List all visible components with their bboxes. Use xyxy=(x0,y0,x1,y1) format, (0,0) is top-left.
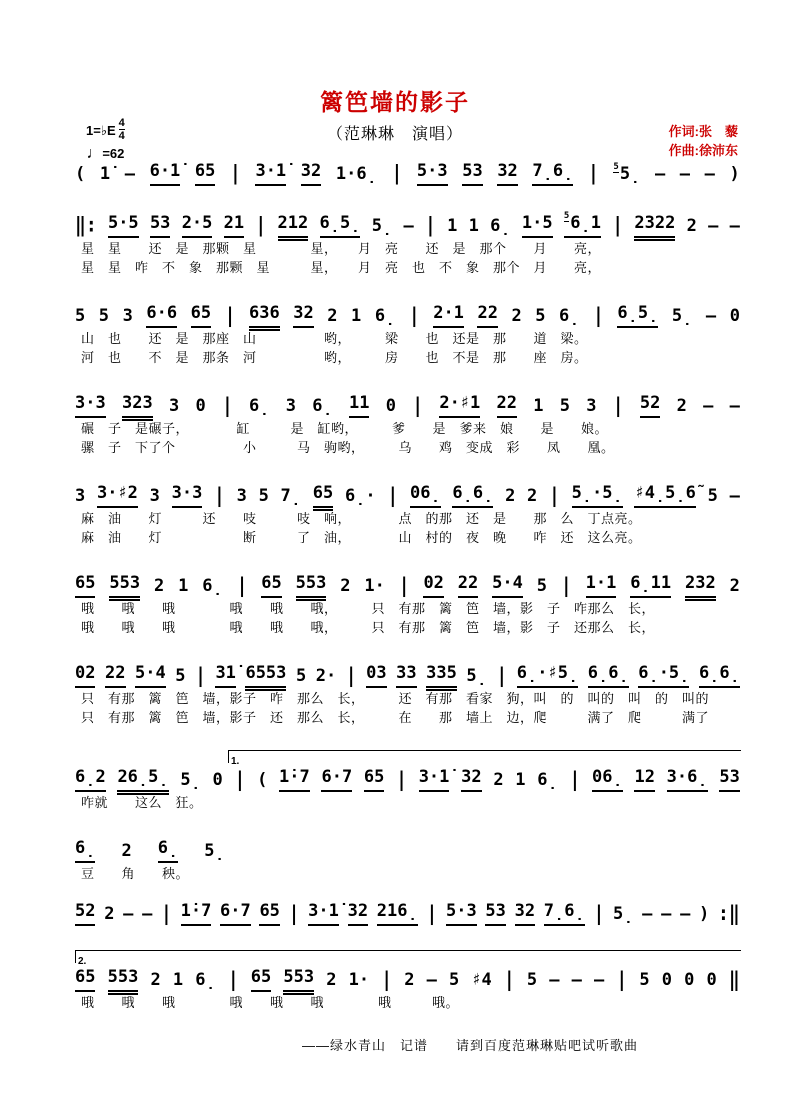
note-group: 553 xyxy=(283,965,314,992)
note-group: 1·1 xyxy=(586,571,617,598)
note-group: 2 xyxy=(527,486,538,506)
lyrics-line: 哦 哦 哦 哦 哦 哦， 只 有那 篱 笆 墙，影 子 咋那么 长， xyxy=(81,601,656,616)
note-group: 65 xyxy=(261,571,281,598)
note-group: 65 xyxy=(195,159,215,186)
note-group: 2 xyxy=(505,486,516,506)
note-group: 2 xyxy=(104,904,115,924)
note-group: – xyxy=(705,306,717,326)
note-group: 5 xyxy=(448,970,460,990)
note-group: 5̣ xyxy=(612,904,634,924)
note-group: 553 xyxy=(296,571,327,598)
note-group: 1̇·7 xyxy=(279,765,310,792)
note-group: 6̣ xyxy=(559,306,580,326)
score-line xyxy=(75,950,740,1011)
note-group: 33 xyxy=(396,661,416,688)
note-group: 6̣11 xyxy=(630,571,671,598)
note-group: – xyxy=(729,216,740,236)
note-group: 5 xyxy=(526,970,538,990)
note-group: 22 xyxy=(497,391,517,418)
note-group: 02 xyxy=(423,571,443,598)
music-line xyxy=(75,480,740,508)
note-group: ) xyxy=(729,164,740,184)
note-group: 26̣5̣ xyxy=(117,765,168,792)
note-group: 56̣1 xyxy=(564,211,601,238)
note-group: 3·1̇ xyxy=(255,159,286,186)
note-group: 3·♯2 xyxy=(97,481,138,508)
note-group: 6̣6̣ xyxy=(588,661,629,688)
note-group: 6̣ xyxy=(202,576,223,596)
note-group: 0 xyxy=(661,970,672,990)
score-line xyxy=(75,158,740,186)
note-group: 31̇ xyxy=(215,661,235,688)
lyrics-line: 咋就 这么 狂。 xyxy=(81,795,203,810)
note-group: 6̣ xyxy=(195,970,216,990)
key-signature-block xyxy=(86,118,125,162)
note-group: – xyxy=(123,904,134,924)
note-group: 2 xyxy=(511,306,522,326)
note-group: 65 xyxy=(75,571,95,598)
note-group: 0 xyxy=(212,770,223,790)
note-group: 5̣ xyxy=(204,841,225,861)
note-group: 5 xyxy=(258,486,269,506)
note-group: 6̣5̣ xyxy=(617,301,658,328)
time-signature xyxy=(119,118,125,142)
barline: | xyxy=(549,483,560,508)
barline: | xyxy=(612,393,624,418)
barline: | xyxy=(412,393,424,418)
volta-label: 1. xyxy=(230,756,240,767)
barline: | xyxy=(234,767,246,792)
note-group: 1̇·7 xyxy=(181,899,212,926)
note-group: 65 xyxy=(313,481,333,508)
barline: | xyxy=(587,161,599,186)
barline: | xyxy=(288,901,300,926)
barline: | xyxy=(593,901,605,926)
note-group: 53 xyxy=(150,211,170,238)
note-group: – xyxy=(426,970,437,990)
note-group: 212 xyxy=(278,211,309,238)
score-line xyxy=(75,750,740,811)
note-group: 2 xyxy=(404,970,415,990)
barline: | xyxy=(396,767,407,792)
note-group: – xyxy=(679,164,691,184)
note-group: ( xyxy=(257,770,268,790)
note-group: 216̣ xyxy=(377,899,418,926)
note-group: – xyxy=(142,904,153,924)
score-line xyxy=(75,210,740,276)
note-group: – xyxy=(571,970,582,990)
note-group: 5̣ xyxy=(371,216,393,236)
note-group: 32 xyxy=(497,159,517,186)
performer-subtitle: （范琳琳 演唱） xyxy=(326,126,463,143)
note-group: 1·6̣ xyxy=(335,164,377,184)
note-group: 636 xyxy=(249,301,280,328)
note-group: 1 xyxy=(178,576,189,596)
key-signature xyxy=(86,118,125,142)
lyrics-line: 麻 油 灯 断 了 油， 山 村的 夜 晚 咋 还 这么亮。 xyxy=(81,530,642,545)
music-line xyxy=(75,964,740,992)
note-group: 2 xyxy=(150,970,161,990)
note-group: 323 xyxy=(122,391,153,418)
music-line xyxy=(75,300,740,328)
note-group: ♯4 xyxy=(471,970,492,990)
barline: | xyxy=(560,573,572,598)
barline: | xyxy=(496,663,508,688)
tempo-value: =62 xyxy=(102,146,125,161)
note-group: 2 xyxy=(153,576,165,596)
note-group: 53 xyxy=(719,765,739,792)
note-group: 6̣· xyxy=(344,486,376,506)
note-group: 22 xyxy=(458,571,478,598)
note-group: 53 xyxy=(485,899,505,926)
lyrics-line: 只 有那 篱 笆 墙，影子 咋 那么 长， 还 有那 看家 狗，叫 的 叫的 叫 的 叫的 xyxy=(81,691,710,706)
note-group: 3 xyxy=(236,486,247,506)
barline: | xyxy=(569,767,581,792)
note-group: 7̣6̣ xyxy=(532,159,573,186)
note-group: 2 xyxy=(686,216,697,236)
music-line xyxy=(75,898,740,926)
note-group: 5̣ xyxy=(671,306,693,326)
note-group: 0 xyxy=(729,306,740,326)
note-group: 1·5 xyxy=(522,211,553,238)
barline: | xyxy=(161,901,172,926)
note-group: 52 xyxy=(75,899,95,926)
barline: | xyxy=(391,161,403,186)
note-group: – xyxy=(703,396,714,416)
note-group: 02 xyxy=(75,661,95,688)
note-group: 5 xyxy=(75,306,86,326)
score-line xyxy=(75,570,740,636)
note-group: 3 xyxy=(122,306,133,326)
note-group: 6̣·5̣ xyxy=(638,661,689,688)
note-group: ♯4̣5̣6̃ xyxy=(634,481,695,508)
score-line xyxy=(75,390,740,456)
music-line xyxy=(75,835,740,863)
music-line xyxy=(75,660,740,688)
credits xyxy=(669,122,738,160)
music-line xyxy=(75,210,740,238)
note-group: 03 xyxy=(366,661,386,688)
note-group: 5̣ xyxy=(180,770,201,790)
lyrics-line: 骡 子 下了个 小 马 驹哟， 乌 鸡 变成 彩 凤 凰。 xyxy=(81,440,615,455)
note-group: 2 xyxy=(729,576,740,596)
barline: | xyxy=(593,303,604,328)
note-group: 1 xyxy=(351,306,362,326)
note-group: 6̣·♯5̣ xyxy=(517,661,578,688)
note-group: 1 xyxy=(172,970,184,990)
note-group: 6553 xyxy=(245,661,286,688)
note-group: 6̣ xyxy=(537,770,558,790)
note-group: 553 xyxy=(109,571,140,598)
note-group: 3 xyxy=(168,396,180,416)
score-line xyxy=(75,480,740,546)
note-group: 5·3 xyxy=(417,159,448,186)
note-group: 65 xyxy=(259,899,279,926)
note-group: 2 xyxy=(326,970,337,990)
note-group: 11 xyxy=(349,391,369,418)
note-group: 6̣2 xyxy=(75,765,106,792)
lyrics-line: 星 星 咋 不 象 那颗 星 星， 月 亮 也 不 象 那个 月 亮， xyxy=(81,260,602,275)
note-group: 65 xyxy=(191,301,211,328)
note-group: 3·3 xyxy=(172,481,203,508)
barline: | xyxy=(221,393,233,418)
note-group: – xyxy=(729,486,740,506)
score-line xyxy=(75,660,740,726)
note-group: 6̣ xyxy=(374,306,396,326)
barline: :‖ xyxy=(717,901,740,926)
barline: | xyxy=(387,483,399,508)
note-group: 32 xyxy=(348,899,368,926)
barline: | xyxy=(195,663,206,688)
note-group: 6·1̇ xyxy=(150,159,181,186)
grace-note: 5 xyxy=(563,211,570,221)
note-group: 5·5 xyxy=(108,211,139,238)
note-group: 5·4 xyxy=(135,661,166,688)
note-group: 2·5 xyxy=(182,211,213,238)
note-group: 5·3 xyxy=(446,899,477,926)
barline: | xyxy=(612,213,624,238)
note-group: 5·4 xyxy=(492,571,523,598)
note-group: 1̇ xyxy=(99,164,111,184)
barline: ‖: xyxy=(75,213,97,238)
header xyxy=(0,0,790,162)
note-group: 32 xyxy=(293,301,313,328)
barline: | xyxy=(426,901,438,926)
note-group: – xyxy=(594,970,605,990)
lyrics-line: 哦 哦 哦 哦 哦 哦， 只 有那 篱 笆 墙，影 子 还那么 长， xyxy=(81,620,656,635)
note-group: 5 xyxy=(295,666,307,686)
note-group: 0 xyxy=(195,396,206,416)
score-line xyxy=(75,300,740,366)
note-group: 2322 xyxy=(634,211,675,238)
note-group: – xyxy=(124,164,135,184)
barline: | xyxy=(381,967,393,992)
note-group: 1 xyxy=(515,770,526,790)
composer-credit: 作曲:徐沛东 xyxy=(668,143,738,158)
note-group: 2· xyxy=(315,666,337,686)
note-group: – xyxy=(549,970,560,990)
note-group: 6̣ xyxy=(490,216,511,236)
note-group: 2 xyxy=(340,576,351,596)
note-group: 32 xyxy=(515,899,535,926)
note-group: 1 xyxy=(468,216,479,236)
note-group: 6·7 xyxy=(220,899,251,926)
note-group: – xyxy=(708,216,719,236)
note-group: 3·3 xyxy=(75,391,106,418)
lyrics-line: 麻 油 灯 还 吱 吱 响， 点 的那 还 是 那 么 丁点亮。 xyxy=(81,511,642,526)
note-group: 553 xyxy=(108,965,139,992)
note-group: 3·1̇ xyxy=(419,765,450,792)
note-group: 3 xyxy=(586,396,597,416)
note-group: 6̣ xyxy=(249,396,270,416)
note-group: – xyxy=(680,904,691,924)
note-group: 5̣ xyxy=(466,666,487,686)
note-group: ( xyxy=(75,164,86,184)
meter-denominator: 4 xyxy=(118,130,125,142)
score-line xyxy=(75,898,740,926)
note-group: 0 xyxy=(684,970,695,990)
note-group: 12 xyxy=(634,765,654,792)
note-group: – xyxy=(661,904,672,924)
music-line xyxy=(75,570,740,598)
note-group: 06̣ xyxy=(410,481,441,508)
note-group: 5 xyxy=(707,486,718,506)
note-group: 6̣ xyxy=(158,836,178,863)
quarter-note-icon: ♩ xyxy=(86,145,103,162)
barline: | xyxy=(425,213,436,238)
music-line xyxy=(75,390,740,418)
note-group: 2 xyxy=(493,770,504,790)
note-group: 2 xyxy=(676,396,687,416)
note-group: 06̣ xyxy=(592,765,623,792)
note-group: 2·♯1 xyxy=(439,391,480,418)
note-group: 5 xyxy=(98,306,110,326)
volta-label: 2. xyxy=(78,956,87,967)
note-group: 5̣·5̣ xyxy=(572,481,623,508)
barline: | xyxy=(503,967,515,992)
lyrics-line: 哦 哦 哦 哦 哦 哦 哦 哦。 xyxy=(81,995,460,1010)
lyrics-line: 豆 角 秧。 xyxy=(81,866,190,881)
song-title: 篱笆墙的影子 xyxy=(320,89,470,115)
note-group: 5 xyxy=(536,576,547,596)
note-group: 0 xyxy=(706,970,717,990)
note-group: 6·6 xyxy=(146,301,177,328)
meter-numerator: 4 xyxy=(118,117,125,129)
note-group: 65 xyxy=(75,965,95,992)
lyrics-line: 河 也 不 是 那条 河 哟， 房 也 不是 那 座 房。 xyxy=(81,350,588,365)
note-group: 32 xyxy=(461,765,481,792)
lyrics-line: 碾 子 是碾子， 缸 是 缸哟， 爹 是 爹来 娘 是 娘。 xyxy=(81,421,609,436)
note-group: 22 xyxy=(477,301,497,328)
note-group: 3·6̣ xyxy=(667,765,708,792)
note-group: 1· xyxy=(364,576,385,596)
note-group: 7̣6̣ xyxy=(544,899,585,926)
note-group: 7̣ xyxy=(280,486,302,506)
note-group: 2·1 xyxy=(433,301,464,328)
barline: | xyxy=(398,573,410,598)
note-group: – xyxy=(403,216,414,236)
note-group: 1 xyxy=(533,396,544,416)
note-group: 6̣6̣ xyxy=(699,661,740,688)
barline: | xyxy=(230,161,241,186)
barline: | xyxy=(255,213,267,238)
note-group: 3·1̇ xyxy=(308,899,339,926)
note-group: 55̣ xyxy=(613,162,641,184)
music-line xyxy=(75,158,740,186)
volta-bracket xyxy=(75,950,741,967)
grace-note: 5 xyxy=(613,162,619,172)
lyrics-line: 星 星 还 是 那颗 星 星， 月 亮 还 是 那个 月 亮， xyxy=(81,241,602,256)
note-group: 232 xyxy=(685,571,716,598)
note-group: 5 xyxy=(559,396,571,416)
volta-bracket xyxy=(228,750,741,767)
note-group: 3 xyxy=(285,396,297,416)
note-group: 5 xyxy=(639,970,650,990)
barline: | xyxy=(408,303,420,328)
note-group: – xyxy=(654,164,666,184)
note-group: 335 xyxy=(426,661,457,688)
barline: ‖ xyxy=(728,967,740,992)
note-group: – xyxy=(642,904,653,924)
note-group: 65 xyxy=(251,965,271,992)
barline: | xyxy=(345,663,357,688)
note-group: 1 xyxy=(447,216,458,236)
note-group: 22 xyxy=(105,661,125,688)
note-group: 5 xyxy=(535,306,546,326)
barline: | xyxy=(236,573,248,598)
note-group: 3 xyxy=(75,486,86,506)
note-group: – xyxy=(729,396,740,416)
note-group: 5 xyxy=(175,666,186,686)
note-group: 0 xyxy=(385,396,396,416)
note-group: 52 xyxy=(640,391,660,418)
note-group: 3 xyxy=(149,486,160,506)
lyricist-credit: 作词:张 藜 xyxy=(668,124,738,139)
music-line xyxy=(75,764,740,792)
score-line xyxy=(75,835,740,882)
note-group: 53 xyxy=(462,159,482,186)
score xyxy=(0,144,790,1011)
note-group: 6̣ xyxy=(75,836,95,863)
note-group: – xyxy=(704,164,715,184)
note-group: 6̣ xyxy=(312,396,333,416)
note-group: 2 xyxy=(327,306,338,326)
barline: | xyxy=(227,967,239,992)
barline: | xyxy=(214,483,225,508)
key-label: 1=♭E xyxy=(86,122,116,138)
note-group: 21 xyxy=(224,211,244,238)
note-group: 6·7 xyxy=(321,765,352,792)
barline: | xyxy=(616,967,628,992)
lyrics-line: 只 有那 篱 笆 墙，影子 还 那么 长， 在 那 墙上 边，爬 满了 爬 满了 xyxy=(81,710,710,725)
footer-credit: ——绿水青山 记谱 请到百度范琳琳贴吧试听歌曲 xyxy=(301,1038,638,1053)
lyrics-line: 山 也 还 是 那座 山 哟， 梁 也 还是 那 道 梁。 xyxy=(81,331,588,346)
note-group: 1· xyxy=(348,970,370,990)
note-group: 65 xyxy=(364,765,384,792)
note-group: 2 xyxy=(121,841,132,861)
note-group: ) xyxy=(699,904,710,924)
note-group: 6̣5̣ xyxy=(320,211,361,238)
note-group: 32 xyxy=(301,159,321,186)
note-group: 6̣6̣ xyxy=(452,481,493,508)
barline: | xyxy=(224,303,236,328)
